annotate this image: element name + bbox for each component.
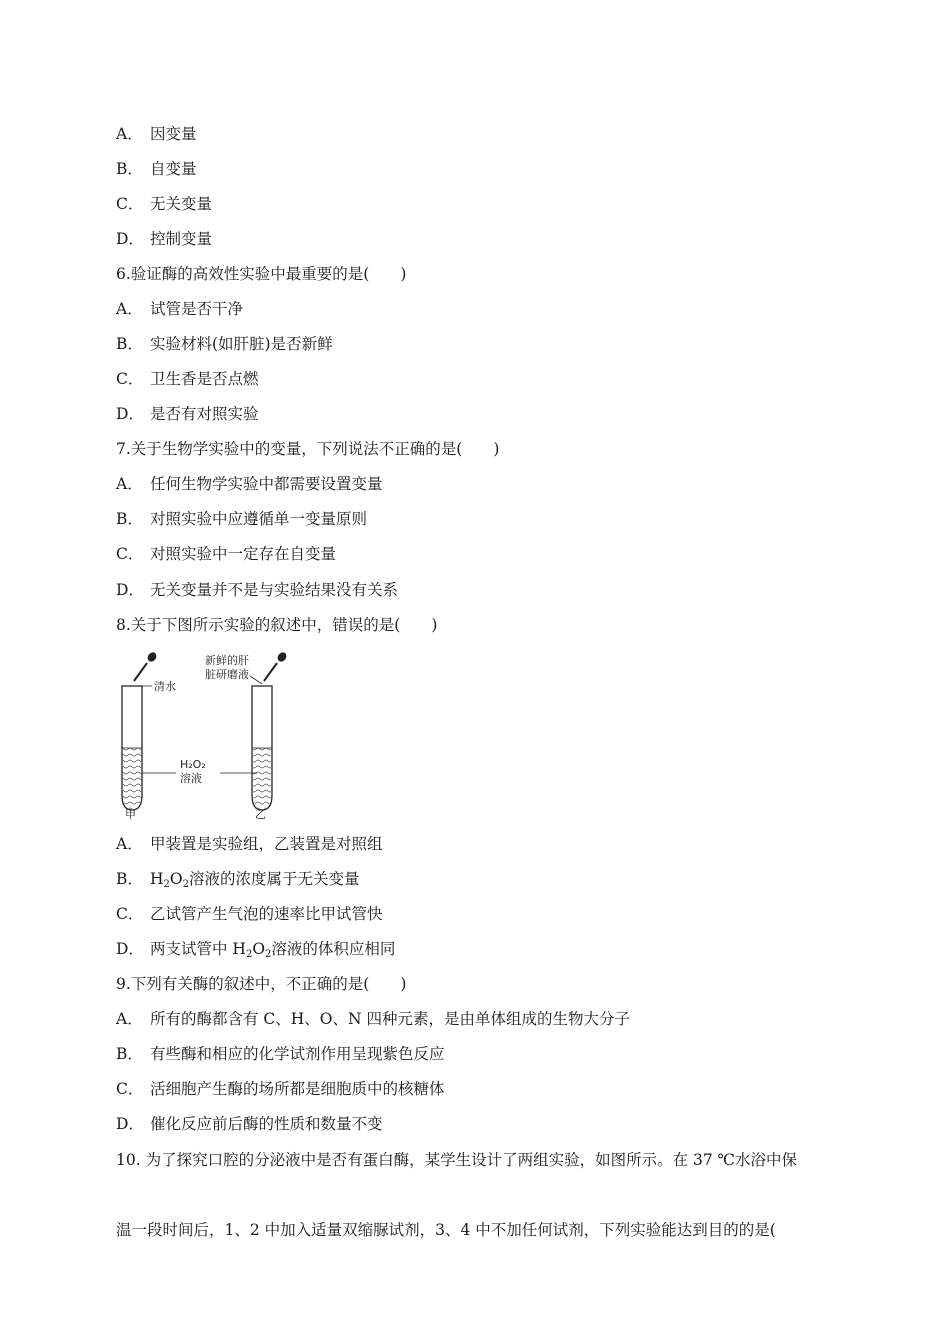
label-h2o2: H₂O₂ [180, 758, 206, 771]
option-text: 实验材料(如肝脏)是否新鲜 [150, 335, 333, 353]
label-liver-line2: 脏研磨液 [205, 668, 249, 681]
option-letter: B． [116, 335, 143, 353]
question-text: 温一段时间后，1、2 中加入适量双缩脲试剂，3、4 中不加任何试剂，下列实验能达到目的的是( [116, 1221, 776, 1239]
option-letter: C． [116, 1080, 144, 1098]
option-text: 控制变量 [150, 230, 213, 248]
option-text: 是否有对照实验 [150, 405, 259, 423]
label-water: 清水 [154, 680, 176, 693]
question-text: 7.关于生物学实验中的变量，下列说法不正确的是( ) [116, 440, 500, 458]
tube-a [122, 686, 142, 810]
option-text: 无关变量并不是与实验结果没有关系 [150, 581, 399, 599]
question-text: 9.下列有关酶的叙述中，不正确的是( ) [116, 975, 407, 993]
test-tube-figure [112, 650, 312, 820]
option-letter: C． [116, 195, 144, 213]
option-letter: D． [116, 405, 144, 423]
option-letter: A． [116, 300, 143, 318]
tube-b-label: 乙 [255, 808, 266, 820]
option-letter: D． [116, 1115, 144, 1133]
question-text: 10. 为了探究口腔的分泌液中是否有蛋白酶，某学生设计了两组实验，如图所示。在 37 ℃水浴中保 [116, 1151, 797, 1169]
option-letter: B． [116, 1045, 143, 1063]
label-liver-line1: 新鲜的肝 [205, 654, 249, 667]
option-text: 无关变量 [150, 195, 213, 213]
option-text: 因变量 [150, 125, 197, 143]
option-letter: A． [116, 835, 143, 853]
label-h2o2-solution: 溶液 [180, 772, 202, 785]
option-letter: A． [116, 125, 143, 143]
option-text: 自变量 [150, 160, 197, 178]
option-letter: D． [116, 581, 144, 599]
tube-a-label: 甲 [125, 808, 136, 820]
option-letter: B． [116, 870, 143, 888]
option-letter: D． [116, 230, 144, 248]
option-letter: B． [116, 160, 143, 178]
option-text: 试管是否干净 [150, 300, 244, 318]
option-letter: D． [116, 940, 144, 958]
option-text: 活细胞产生酶的场所都是细胞质中的核糖体 [150, 1080, 445, 1098]
question-text: 6.验证酶的高效性实验中最重要的是( ) [116, 265, 407, 283]
option-letter: C． [116, 545, 144, 563]
option-text: 甲装置是实验组，乙装置是对照组 [150, 835, 383, 853]
option-text: 对照实验中应遵循单一变量原则 [150, 510, 368, 528]
option-letter: C． [116, 905, 144, 923]
option-text: 卫生香是否点燃 [150, 370, 259, 388]
question-text: 8.关于下图所示实验的叙述中，错误的是( ) [116, 616, 438, 634]
dropper-b-icon [264, 651, 288, 681]
option-text: 两支试管中 $H_2O_2$溶液的体积应相同 [150, 940, 396, 960]
option-text: 乙试管产生气泡的速率比甲试管快 [150, 905, 383, 923]
option-letter: A． [116, 1010, 143, 1028]
leader-liver [250, 676, 262, 684]
tube-b [252, 686, 272, 810]
option-text: 任何生物学实验中都需要设置变量 [150, 475, 383, 493]
option-text: 所有的酶都含有 C、H、O、N 四种元素，是由单体组成的生物大分子 [150, 1010, 631, 1028]
option-text: 催化反应前后酶的性质和数量不变 [150, 1115, 383, 1133]
option-letter: B． [116, 510, 143, 528]
option-letter: A． [116, 475, 143, 493]
option-letter: C． [116, 370, 144, 388]
dropper-a-icon [134, 651, 158, 681]
option-text: 对照实验中一定存在自变量 [150, 545, 337, 563]
option-text: $H_2O_2$溶液的浓度属于无关变量 [150, 870, 360, 890]
option-text: 有些酶和相应的化学试剂作用呈现紫色反应 [150, 1045, 445, 1063]
